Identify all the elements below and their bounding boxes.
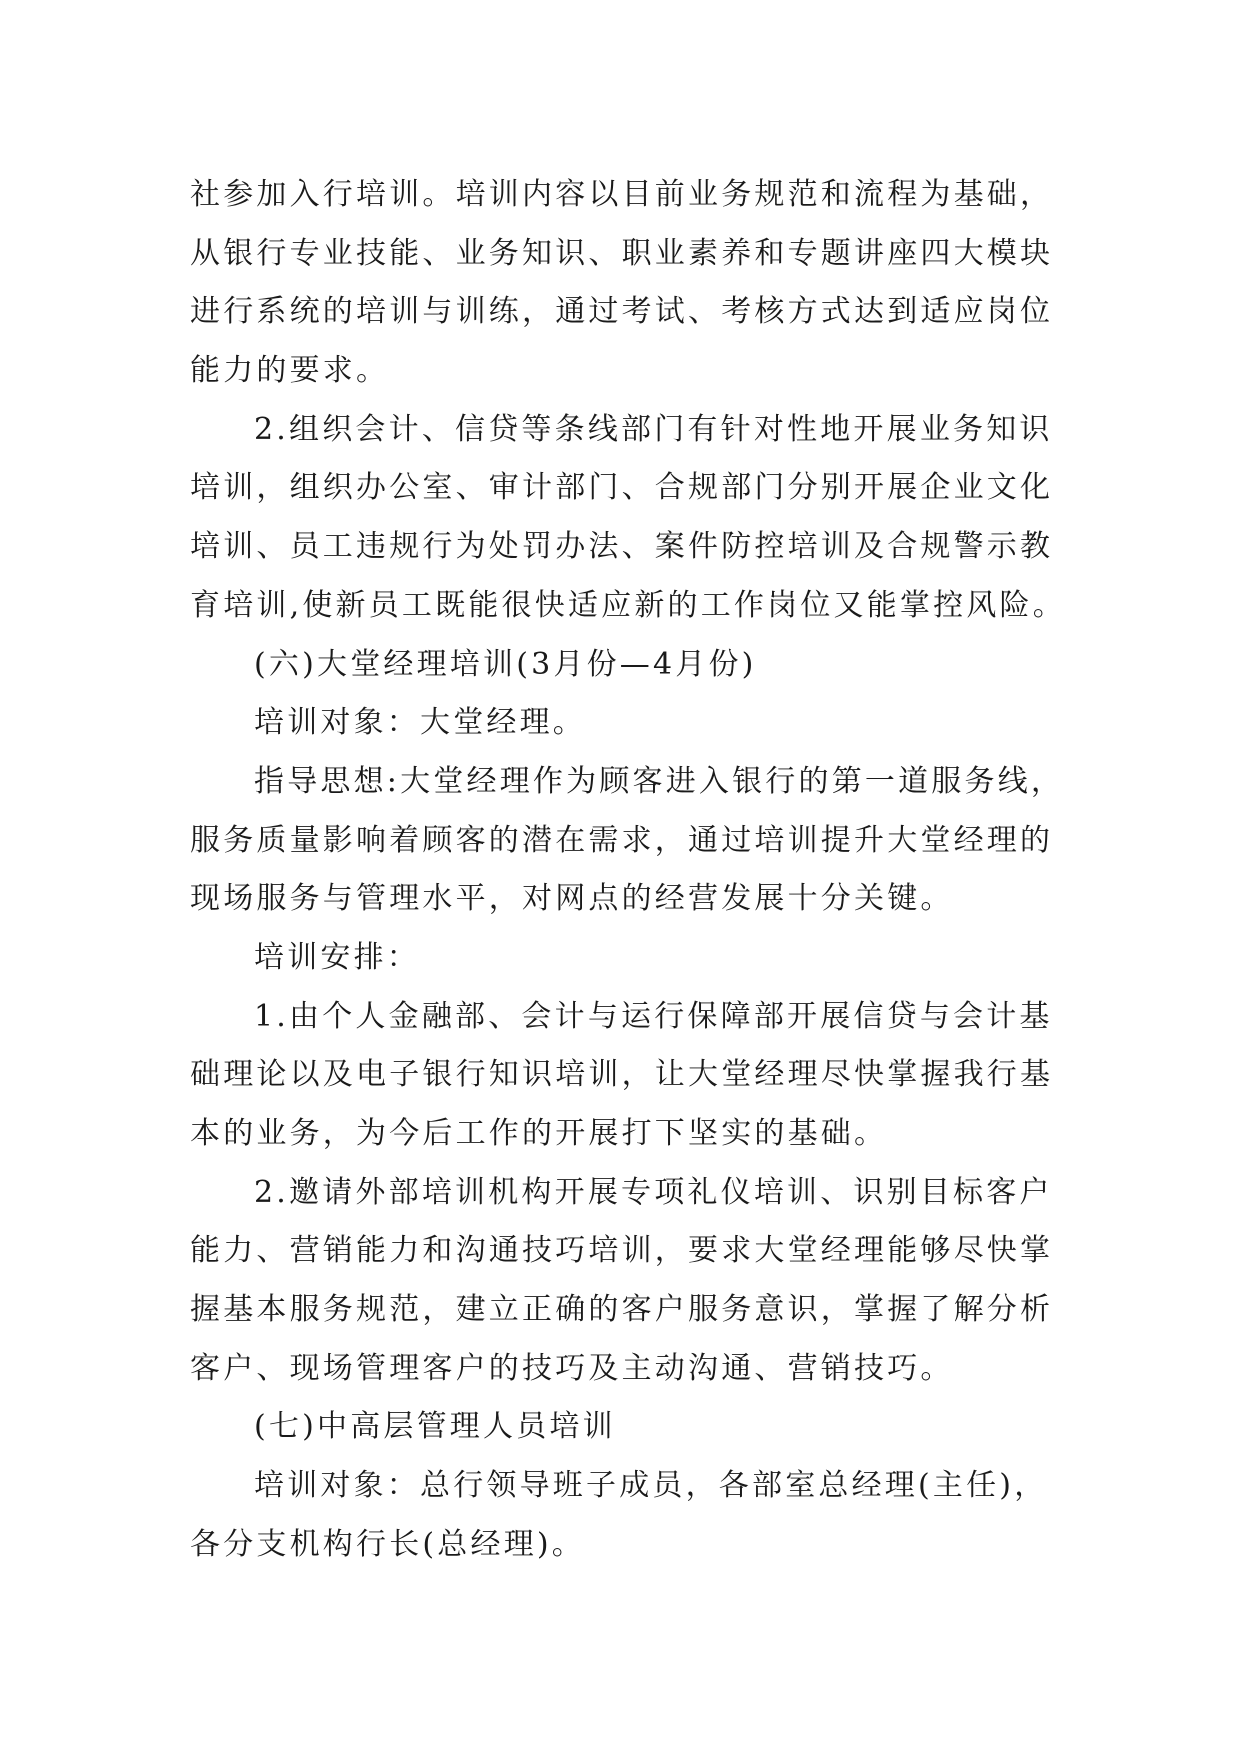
text-line: (七)中高层管理人员培训 — [254, 1409, 616, 1445]
text-line: 进行系统的培训与训练，通过考试、考核方式达到适应岗位 — [190, 294, 1054, 330]
text-line: 能力、营销能力和沟通技巧培训，要求大堂经理能够尽快掌 — [190, 1233, 1054, 1269]
text-line: 本的业务，为今后工作的开展打下坚实的基础。 — [190, 1116, 888, 1151]
text-line: 育培训,使新员工既能很快适应新的工作岗位又能掌控风险。 — [190, 587, 1066, 623]
text-line: 社参加入行培训。培训内容以目前业务规范和流程为基础， — [190, 177, 1054, 212]
text-line: (六)大堂经理培训(3月份—4月份) — [254, 646, 757, 682]
text-line: 从银行专业技能、业务知识、职业素养和专题讲座四大模块 — [190, 235, 1054, 271]
text-line: 指导思想:大堂经理作为顾客进入银行的第一道服务线， — [254, 763, 1065, 799]
text-line: 础理论以及电子银行知识培训，让大堂经理尽快掌握我行基 — [190, 1057, 1054, 1093]
text-line: 服务质量影响着顾客的潜在需求，通过培训提升大堂经理的 — [190, 822, 1054, 858]
document-body — [190, 166, 1066, 1575]
text-line: 培训对象：大堂经理。 — [254, 705, 586, 741]
text-line: 1.由个人金融部、会计与运行保障部开展信贷与会计基 — [254, 998, 1053, 1034]
text-line: 培训安排： — [254, 939, 420, 975]
text-line: 培训对象：总行领导班子成员，各部室总经理(主任)， — [254, 1468, 1048, 1504]
text-line: 各分支机构行长(总经理)。 — [190, 1526, 586, 1562]
text-line: 2.组织会计、信贷等条线部门有针对性地开展业务知识 — [254, 411, 1053, 447]
text-line: 2.邀请外部培训机构开展专项礼仪培训、识别目标客户 — [254, 1174, 1053, 1210]
text-line: 握基本服务规范，建立正确的客户服务意识，掌握了解分析 — [190, 1292, 1054, 1328]
text-line: 客户、现场管理客户的技巧及主动沟通、营销技巧。 — [190, 1350, 954, 1386]
text-line: 能力的要求。 — [190, 353, 390, 389]
text-line: 培训，组织办公室、审计部门、合规部门分别开展企业文化 — [190, 470, 1054, 506]
text-line: 现场服务与管理水平，对网点的经营发展十分关键。 — [190, 881, 954, 917]
text-line: 培训、员工违规行为处罚办法、案件防控培训及合规警示教 — [190, 529, 1054, 565]
